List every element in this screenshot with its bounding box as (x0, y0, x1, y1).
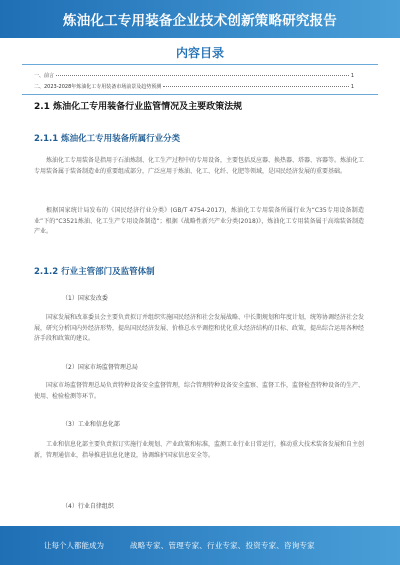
toc-entry-page: 1 (350, 72, 354, 79)
toc-leader-dots (56, 75, 349, 76)
report-title: 炼油化工专用装备企业技术创新策略研究报告 (63, 13, 337, 29)
toc-entry-1[interactable] (34, 72, 354, 79)
paragraph-industry-definition: 炼油化工专用装备是指用于石油炼制、化工生产过程中的专用设备，主要包括反应器、换热器、塔器、容器等。炼油化工专用装备属于装备制造业的重要组成部分，广泛应用于炼油、化工、化纤、化肥等领域，是国民经济发展的重要基础。 (34, 157, 365, 175)
paragraph-miit: 工业和信息化部主要负责拟订实施行业规划、产业政策和标准，监测工业行业日常运行，推动重大技术装备发展和自主创新，管理通信业，指导推进信息化建设，协调维护国家信息安全等。 (34, 441, 365, 459)
toc-divider-top (22, 64, 378, 65)
footer-services: 战略专家、管理专家、行业专家、投资专家、咨询专家 (130, 541, 315, 550)
toc-leader-dots (163, 86, 349, 87)
toc-entry-2[interactable] (34, 83, 354, 90)
section-heading-2-1-1: 2.1.1 炼油化工专用装备所属行业分类 (34, 134, 181, 144)
subheading-ndrc: （1）国家发改委 (62, 295, 108, 302)
subheading-samr: （2）国家市场监督管理总局 (62, 364, 138, 371)
report-footer (0, 526, 400, 565)
section-heading-2-1: 2.1 炼油化工专用装备行业监管情况及主要政策法规 (34, 102, 243, 112)
footer-slogan: 让每个人都能成为 (44, 541, 104, 550)
report-header (0, 0, 400, 38)
toc-title: 内容目录 (175, 46, 224, 60)
paragraph-ndrc: 国家发展和改革委员会主要负责拟订并组织实施国民经济和社会发展战略、中长期规划和年度计划，统筹协调经济社会发展，研究分析国内外经济形势，提出国民经济发展、价格总水平调控和优化重大经济结构的目标、政策，提出综合运用各种经济手段和政策的建议。 (34, 314, 365, 342)
toc-entry-label: 一、前言 (34, 73, 55, 79)
toc-divider-bottom (22, 94, 378, 95)
subheading-miit: （3）工业和信息化部 (62, 421, 120, 428)
section-heading-2-1-2: 2.1.2 行业主管部门及监管体制 (34, 267, 155, 277)
subheading-industry-association: （4）行业自律组织 (62, 503, 114, 510)
paragraph-industry-classification: 根据国家统计局发布的《国民经济行业分类》(GB/T 4754-2017)，炼油化工专用装备所属行业为“C35专用设备制造业”下的“C3521炼油、化工生产专用设备制造”；根据《战略性新兴产业分类(2018)》，炼油化工专用装备属于高端装备制造产业。 (34, 207, 364, 235)
toc-entry-label: 二、2023-2028年炼油化工专用装备市场前景及趋势预测 (34, 84, 162, 90)
paragraph-samr: 国家市场监督管理总局负责特种设备安全监督管理，综合管理特种设备安全监察、监督工作，监督检查特种设备的生产、使用、检验检测等环节。 (34, 382, 365, 400)
toc-entry-page: 1 (350, 83, 354, 90)
